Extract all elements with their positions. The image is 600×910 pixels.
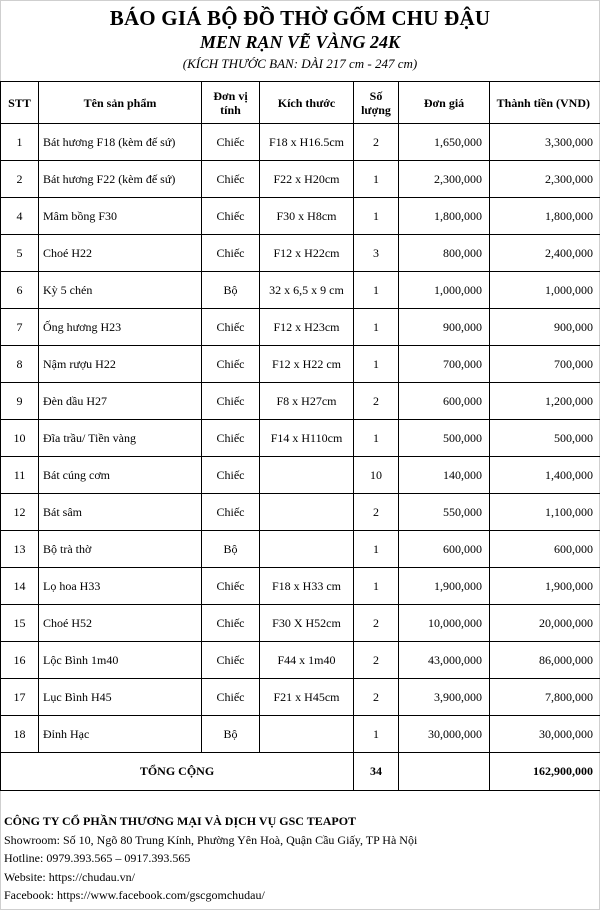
row-unit-price: 500,000 bbox=[399, 420, 490, 457]
total-amount: 162,900,000 bbox=[490, 753, 600, 791]
row-product-name: Nậm rượu H22 bbox=[39, 346, 202, 383]
table-row bbox=[1, 198, 600, 235]
row-unit: Chiếc bbox=[202, 605, 260, 642]
row-product-name: Choé H52 bbox=[39, 605, 202, 642]
row-qty: 1 bbox=[354, 272, 399, 309]
row-line-total: 600,000 bbox=[490, 531, 600, 568]
row-qty: 1 bbox=[354, 198, 399, 235]
row-size: F18 x H33 cm bbox=[260, 568, 354, 605]
row-size: F12 x H22 cm bbox=[260, 346, 354, 383]
row-qty: 10 bbox=[354, 457, 399, 494]
row-qty: 2 bbox=[354, 605, 399, 642]
row-line-total: 1,800,000 bbox=[490, 198, 600, 235]
row-qty: 2 bbox=[354, 494, 399, 531]
table-row bbox=[1, 716, 600, 753]
row-product-name: Đĩa trầu/ Tiền vàng bbox=[39, 420, 202, 457]
row-stt: 16 bbox=[1, 642, 39, 679]
row-unit-price: 550,000 bbox=[399, 494, 490, 531]
row-unit: Chiếc bbox=[202, 346, 260, 383]
table-row bbox=[1, 235, 600, 272]
row-size: F21 x H45cm bbox=[260, 679, 354, 716]
row-qty: 2 bbox=[354, 124, 399, 161]
row-unit: Chiếc bbox=[202, 494, 260, 531]
page-subtitle: MEN RẠN VẼ VÀNG 24K bbox=[199, 32, 401, 52]
row-qty: 1 bbox=[354, 309, 399, 346]
row-size: F14 x H110cm bbox=[260, 420, 354, 457]
row-size: F12 x H23cm bbox=[260, 309, 354, 346]
row-unit-price: 600,000 bbox=[399, 531, 490, 568]
table-body bbox=[1, 124, 600, 753]
row-unit: Chiếc bbox=[202, 679, 260, 716]
row-stt: 13 bbox=[1, 531, 39, 568]
page-title: BÁO GIÁ BỘ ĐỒ THỜ GỐM CHU ĐẬU bbox=[109, 6, 491, 30]
header-unit: Đơn vị tính bbox=[202, 82, 260, 124]
table-row bbox=[1, 272, 600, 309]
row-size: F30 X H52cm bbox=[260, 605, 354, 642]
row-qty: 1 bbox=[354, 161, 399, 198]
row-unit: Chiếc bbox=[202, 568, 260, 605]
row-line-total: 1,400,000 bbox=[490, 457, 600, 494]
row-qty: 1 bbox=[354, 568, 399, 605]
row-unit: Chiếc bbox=[202, 161, 260, 198]
row-unit: Chiếc bbox=[202, 420, 260, 457]
row-size: F18 x H16.5cm bbox=[260, 124, 354, 161]
table-row bbox=[1, 124, 600, 161]
row-product-name: Lọ hoa H33 bbox=[39, 568, 202, 605]
table-row bbox=[1, 161, 600, 198]
row-stt: 12 bbox=[1, 494, 39, 531]
row-stt: 18 bbox=[1, 716, 39, 753]
row-unit-price: 1,000,000 bbox=[399, 272, 490, 309]
row-qty: 3 bbox=[354, 235, 399, 272]
row-stt: 4 bbox=[1, 198, 39, 235]
row-unit-price: 1,650,000 bbox=[399, 124, 490, 161]
table-row bbox=[1, 309, 600, 346]
table-row bbox=[1, 494, 600, 531]
row-unit-price: 1,900,000 bbox=[399, 568, 490, 605]
row-qty: 2 bbox=[354, 383, 399, 420]
row-unit: Bộ bbox=[202, 531, 260, 568]
row-qty: 2 bbox=[354, 642, 399, 679]
row-product-name: Bát sâm bbox=[39, 494, 202, 531]
row-unit: Chiếc bbox=[202, 198, 260, 235]
row-stt: 8 bbox=[1, 346, 39, 383]
row-size: F30 x H8cm bbox=[260, 198, 354, 235]
header-name: Tên sản phẩm bbox=[39, 82, 202, 124]
total-qty: 34 bbox=[354, 753, 399, 791]
row-unit-price: 30,000,000 bbox=[399, 716, 490, 753]
website-link[interactable]: Website: https://chudau.vn/ bbox=[4, 869, 136, 884]
row-line-total: 2,400,000 bbox=[490, 235, 600, 272]
row-stt: 6 bbox=[1, 272, 39, 309]
row-product-name: Đèn dầu H27 bbox=[39, 383, 202, 420]
row-line-total: 500,000 bbox=[490, 420, 600, 457]
row-size: F22 x H20cm bbox=[260, 161, 354, 198]
row-qty: 2 bbox=[354, 679, 399, 716]
table-header-row bbox=[1, 82, 600, 124]
row-unit-price: 140,000 bbox=[399, 457, 490, 494]
row-product-name: Choé H22 bbox=[39, 235, 202, 272]
row-unit: Bộ bbox=[202, 716, 260, 753]
showroom-address: Showroom: Số 10, Ngõ 80 Trung Kính, Phường Yên Hoà, Quận Cầu Giấy, TP Hà Nội bbox=[4, 832, 418, 847]
row-unit-price: 3,900,000 bbox=[399, 679, 490, 716]
row-unit: Chiếc bbox=[202, 124, 260, 161]
table-row bbox=[1, 457, 600, 494]
total-empty-cell bbox=[399, 753, 490, 791]
total-row bbox=[1, 753, 600, 791]
header-qty: Số lượng bbox=[354, 82, 399, 124]
row-unit-price: 1,800,000 bbox=[399, 198, 490, 235]
row-unit: Chiếc bbox=[202, 309, 260, 346]
company-name: CÔNG TY CỔ PHẦN THƯƠNG MẠI VÀ DỊCH VỤ GSC TEAPOT bbox=[4, 814, 357, 828]
row-line-total: 7,800,000 bbox=[490, 679, 600, 716]
row-size: F8 x H27cm bbox=[260, 383, 354, 420]
row-unit: Chiếc bbox=[202, 642, 260, 679]
row-product-name: Mâm bồng F30 bbox=[39, 198, 202, 235]
row-product-name: Ống hương H23 bbox=[39, 309, 202, 346]
table-row bbox=[1, 568, 600, 605]
row-line-total: 1,200,000 bbox=[490, 383, 600, 420]
row-size: 32 x 6,5 x 9 cm bbox=[260, 272, 354, 309]
row-size: F12 x H22cm bbox=[260, 235, 354, 272]
row-stt: 10 bbox=[1, 420, 39, 457]
row-unit-price: 10,000,000 bbox=[399, 605, 490, 642]
table-row bbox=[1, 383, 600, 420]
row-stt: 1 bbox=[1, 124, 39, 161]
row-unit-price: 700,000 bbox=[399, 346, 490, 383]
row-product-name: Bát hương F18 (kèm đế sứ) bbox=[39, 124, 202, 161]
row-product-name: Bát cúng cơm bbox=[39, 457, 202, 494]
row-size bbox=[260, 716, 354, 753]
row-unit-price: 800,000 bbox=[399, 235, 490, 272]
row-unit: Chiếc bbox=[202, 457, 260, 494]
row-unit-price: 43,000,000 bbox=[399, 642, 490, 679]
row-stt: 5 bbox=[1, 235, 39, 272]
table-row bbox=[1, 531, 600, 568]
row-product-name: Lục Bình H45 bbox=[39, 679, 202, 716]
row-stt: 11 bbox=[1, 457, 39, 494]
row-unit-price: 600,000 bbox=[399, 383, 490, 420]
table-row bbox=[1, 642, 600, 679]
price-table bbox=[0, 81, 600, 791]
row-stt: 9 bbox=[1, 383, 39, 420]
row-unit: Chiếc bbox=[202, 235, 260, 272]
size-note: (KÍCH THƯỚC BAN: DÀI 217 cm - 247 cm) bbox=[182, 56, 418, 71]
table-row bbox=[1, 679, 600, 716]
total-label: TỔNG CỘNG bbox=[1, 753, 354, 791]
hotline: Hotline: 0979.393.565 – 0917.393.565 bbox=[4, 851, 191, 865]
row-line-total: 20,000,000 bbox=[490, 605, 600, 642]
row-stt: 14 bbox=[1, 568, 39, 605]
header-stt: STT bbox=[1, 82, 39, 124]
row-qty: 1 bbox=[354, 346, 399, 383]
facebook-link[interactable]: Facebook: https://www.facebook.com/gscgomchudau/ bbox=[4, 888, 265, 902]
table-row bbox=[1, 605, 600, 642]
row-size bbox=[260, 531, 354, 568]
row-size bbox=[260, 457, 354, 494]
row-size bbox=[260, 494, 354, 531]
row-product-name: Đỉnh Hạc bbox=[39, 716, 202, 753]
row-size: F44 x 1m40 bbox=[260, 642, 354, 679]
row-qty: 1 bbox=[354, 420, 399, 457]
row-unit: Bộ bbox=[202, 272, 260, 309]
table-row bbox=[1, 420, 600, 457]
row-line-total: 30,000,000 bbox=[490, 716, 600, 753]
row-product-name: Lộc Bình 1m40 bbox=[39, 642, 202, 679]
table-row bbox=[1, 346, 600, 383]
row-stt: 2 bbox=[1, 161, 39, 198]
row-product-name: Bát hương F22 (kèm đế sứ) bbox=[39, 161, 202, 198]
row-stt: 15 bbox=[1, 605, 39, 642]
row-stt: 17 bbox=[1, 679, 39, 716]
row-unit-price: 2,300,000 bbox=[399, 161, 490, 198]
row-qty: 1 bbox=[354, 716, 399, 753]
row-line-total: 1,000,000 bbox=[490, 272, 600, 309]
row-unit: Chiếc bbox=[202, 383, 260, 420]
row-line-total: 3,300,000 bbox=[490, 124, 600, 161]
header-total: Thành tiền (VND) bbox=[490, 82, 600, 124]
row-product-name: Kỳ 5 chén bbox=[39, 272, 202, 309]
row-line-total: 86,000,000 bbox=[490, 642, 600, 679]
header-price: Đơn giá bbox=[399, 82, 490, 124]
row-line-total: 1,100,000 bbox=[490, 494, 600, 531]
row-line-total: 900,000 bbox=[490, 309, 600, 346]
row-product-name: Bộ trà thờ bbox=[39, 531, 202, 568]
row-line-total: 2,300,000 bbox=[490, 161, 600, 198]
header-size: Kích thước bbox=[260, 82, 354, 124]
row-line-total: 700,000 bbox=[490, 346, 600, 383]
row-unit-price: 900,000 bbox=[399, 309, 490, 346]
row-qty: 1 bbox=[354, 531, 399, 568]
row-stt: 7 bbox=[1, 309, 39, 346]
row-line-total: 1,900,000 bbox=[490, 568, 600, 605]
footer bbox=[4, 812, 596, 905]
